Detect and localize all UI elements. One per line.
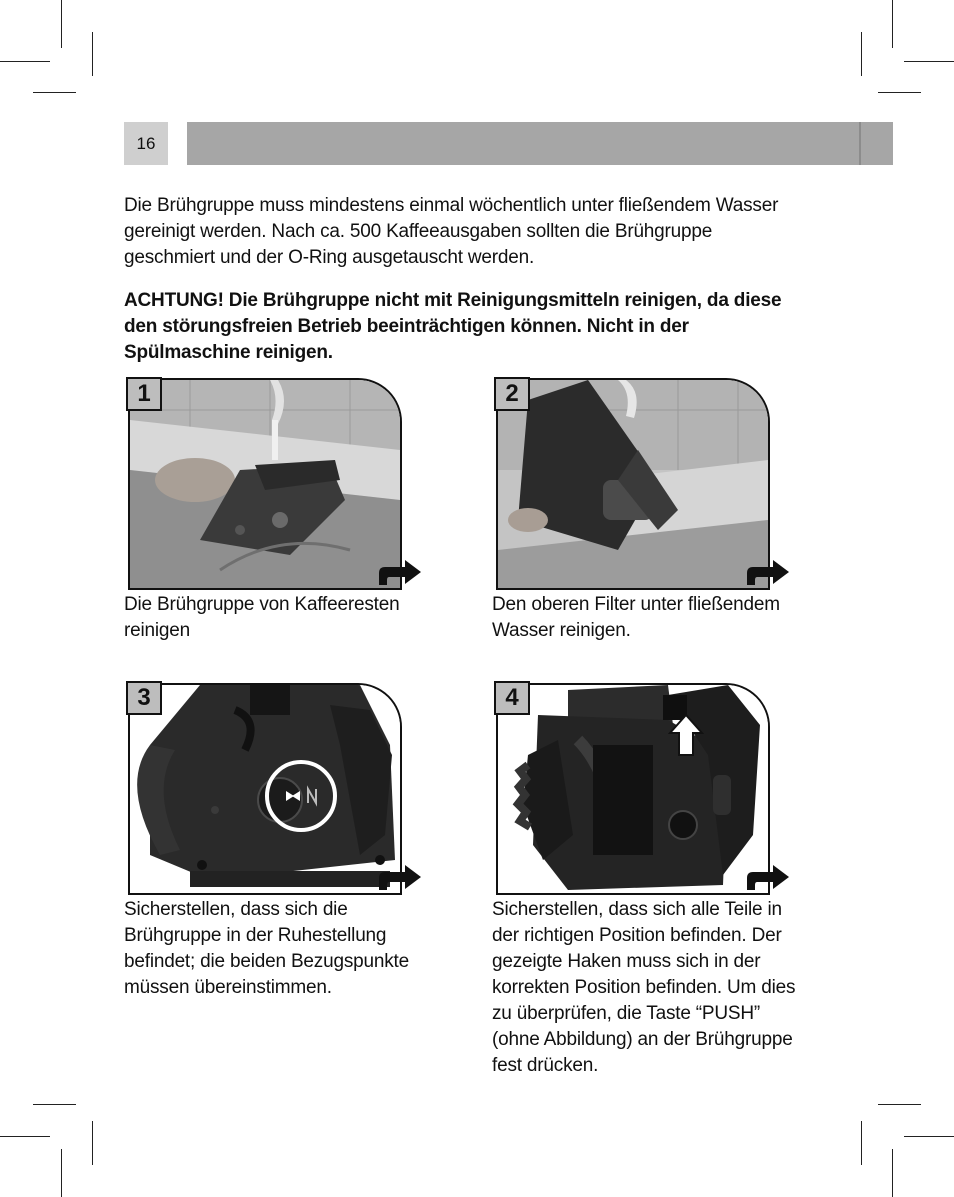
caption-line: korrekten Position befinden. Um dies [492, 977, 796, 998]
warning-line: ACHTUNG! Die Brühgruppe nicht mit Reinigungsmitteln reinigen, da diese [124, 290, 782, 311]
step-3-badge: 3 [126, 681, 162, 715]
crop-mark [92, 32, 93, 76]
caption-line: zu überprüfen, die Taste “PUSH” [492, 1003, 761, 1024]
page-number: 16 [124, 122, 168, 165]
caption-line: Wasser reinigen. [492, 620, 631, 641]
crop-mark [904, 61, 954, 62]
caption-line: Den oberen Filter unter fließendem [492, 594, 780, 615]
crop-mark [33, 1104, 76, 1105]
arrow-up-icon [668, 713, 704, 757]
crop-mark [878, 92, 921, 93]
step-4-badge: 4 [494, 681, 530, 715]
step-1-photo [128, 378, 402, 590]
caption-line: (ohne Abbildung) an der Brühgruppe [492, 1029, 793, 1050]
step-3-photo [128, 683, 402, 895]
caption-line: befindet; die beiden Bezugspunkte [124, 951, 409, 972]
arrow-right-icon [377, 559, 423, 587]
step-2-badge: 2 [494, 377, 530, 411]
step-1-badge: 1 [126, 377, 162, 411]
crop-mark [904, 1136, 954, 1137]
caption-line: Sicherstellen, dass sich die [124, 899, 348, 920]
crop-mark [861, 1121, 862, 1165]
step-1-caption [124, 592, 444, 644]
crop-mark [892, 1149, 893, 1197]
crop-mark [92, 1121, 93, 1165]
caption-line: fest drücken. [492, 1055, 599, 1076]
arrow-right-icon [745, 864, 791, 892]
step-4-photo [496, 683, 770, 895]
intro-paragraph [124, 193, 824, 271]
caption-line: reinigen [124, 620, 191, 641]
step-2-photo [496, 378, 770, 590]
caption-line: Brühgruppe in der Ruhestellung [124, 925, 387, 946]
arrow-right-icon [745, 559, 791, 587]
caption-line: müssen übereinstimmen. [124, 977, 332, 998]
warning-paragraph [124, 288, 824, 366]
crop-mark [861, 32, 862, 76]
intro-line: geschmiert und der O-Ring ausgetauscht werden. [124, 247, 535, 268]
step-3-caption [124, 897, 444, 1001]
caption-line: der richtigen Position befinden. Der [492, 925, 782, 946]
crop-mark [61, 1149, 62, 1197]
warning-line: Spülmaschine reinigen. [124, 342, 333, 363]
crop-mark [33, 92, 76, 93]
warning-line: den störungsfreien Betrieb beeinträchtigen können. Nicht in der [124, 316, 689, 337]
circle-highlight-icon [264, 759, 338, 833]
caption-line: Sicherstellen, dass sich alle Teile in [492, 899, 782, 920]
header-bar [187, 122, 893, 165]
crop-mark [0, 61, 50, 62]
intro-line: gereinigt werden. Nach ca. 500 Kaffeeausgaben sollten die Brühgruppe [124, 221, 713, 242]
arrow-right-icon [377, 864, 423, 892]
crop-mark [61, 0, 62, 48]
crop-mark [878, 1104, 921, 1105]
crop-mark [0, 1136, 50, 1137]
crop-mark [892, 0, 893, 48]
caption-line: gezeigte Haken muss sich in der [492, 951, 761, 972]
caption-line: Die Brühgruppe von Kaffeeresten [124, 594, 400, 615]
intro-line: Die Brühgruppe muss mindestens einmal wöchentlich unter fließendem Wasser [124, 195, 779, 216]
step-2-caption [492, 592, 812, 644]
step-4-caption [492, 897, 832, 1079]
